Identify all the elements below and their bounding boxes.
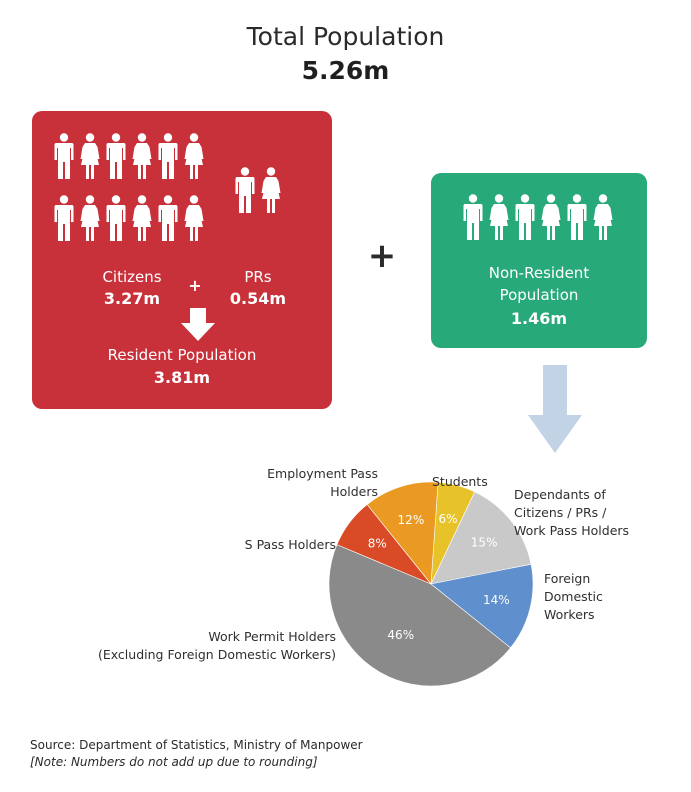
female-person-icon — [133, 133, 152, 179]
female-person-icon — [594, 194, 613, 240]
source-footnote — [30, 737, 363, 771]
s-pass-label: S Pass Holders — [244, 537, 336, 552]
employment-pass-label-line1: Employment Pass — [267, 466, 378, 481]
work-permit-label — [40, 628, 336, 664]
female-person-icon — [133, 195, 152, 241]
male-person-icon — [159, 133, 178, 179]
male-person-icon — [464, 194, 483, 240]
male-person-icon — [107, 133, 126, 179]
nonresident-people-icons — [461, 189, 621, 247]
down-arrow-icon — [180, 308, 216, 342]
students-label: Students — [432, 474, 488, 489]
pie-value-label: 6% — [438, 511, 458, 526]
total-population-value: 5.26m — [301, 56, 390, 85]
work-permit-label-line1: Work Permit Holders — [208, 629, 336, 644]
foreign-domestic-workers-label — [544, 570, 603, 624]
female-person-icon — [542, 194, 561, 240]
work-permit-label-line2: (Excluding Foreign Domestic Workers) — [97, 647, 336, 662]
male-person-icon — [159, 195, 178, 241]
female-person-icon — [81, 133, 100, 179]
pie-value-label: 14% — [483, 593, 510, 608]
female-person-icon — [490, 194, 509, 240]
page-title: Total Population — [246, 22, 445, 51]
pie-value-label: 46% — [387, 627, 415, 642]
citizens-label: Citizens — [102, 268, 162, 286]
employment-pass-label — [250, 465, 378, 501]
pie-value-label: 8% — [367, 536, 387, 551]
dependants-label-line1: Dependants of — [514, 487, 606, 502]
dependants-label — [514, 486, 629, 540]
pie-value-label: 15% — [470, 535, 498, 550]
resident-population-label: Resident Population — [107, 346, 257, 364]
female-person-icon — [185, 133, 204, 179]
fdw-label-line3: Workers — [544, 607, 595, 622]
citizens-people-icons — [52, 128, 212, 253]
fdw-label-line2: Domestic — [544, 589, 603, 604]
citizens-value: 3.27m — [103, 289, 161, 308]
female-person-icon — [262, 167, 281, 213]
male-person-icon — [107, 195, 126, 241]
prs-value: 0.54m — [229, 289, 287, 308]
nonresident-label-line2: Population — [499, 286, 579, 304]
rounding-note: [Note: Numbers do not add up due to rounding] — [30, 755, 318, 769]
female-person-icon — [81, 195, 100, 241]
down-arrow-icon — [527, 365, 583, 455]
employment-pass-label-line2: Holders — [330, 484, 378, 499]
fdw-label-line1: Foreign — [544, 571, 591, 586]
pie-value-label: 12% — [397, 512, 425, 527]
dependants-label-line3: Work Pass Holders — [514, 523, 630, 538]
female-person-icon — [185, 195, 204, 241]
male-person-icon — [236, 167, 255, 213]
male-person-icon — [55, 195, 74, 241]
citizens-prs-plus: + — [188, 276, 202, 295]
nonresident-label-line1: Non-Resident — [488, 264, 590, 282]
prs-label: PRs — [244, 268, 272, 286]
male-person-icon — [55, 133, 74, 179]
male-person-icon — [516, 194, 535, 240]
male-person-icon — [568, 194, 587, 240]
source-text: Source: Department of Statistics, Ministry of Manpower — [30, 738, 363, 752]
plus-sign: + — [367, 236, 397, 276]
prs-people-icons — [233, 164, 289, 224]
nonresident-value: 1.46m — [510, 309, 568, 328]
resident-population-value: 3.81m — [153, 368, 211, 387]
dependants-label-line2: Citizens / PRs / — [514, 505, 607, 520]
